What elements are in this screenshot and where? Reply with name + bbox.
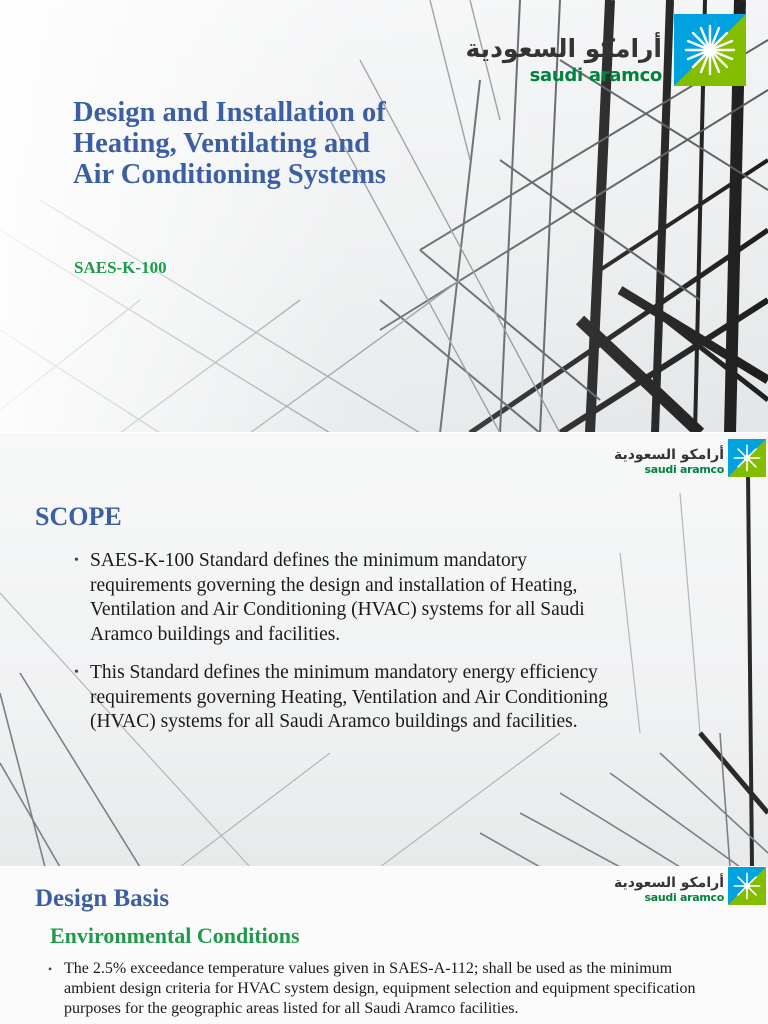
logo-english-text: saudi aramco: [644, 891, 724, 904]
scope-slide: [0, 433, 768, 867]
saudi-aramco-logo: [465, 14, 746, 88]
bullet-list: [48, 959, 698, 1019]
logo-arabic-text: أرامكو السعودية: [613, 447, 724, 463]
standard-code: SAES-K-100: [74, 258, 167, 277]
bullet-text: The 2.5% exceedance temperature values given in SAES-A-112; shall be used as the minimum ambient design criteria for HVAC system design, equipment selection and equipment specification purposes for the geographic areas listed for all Saudi Aramco facilities.: [64, 960, 696, 1017]
bullet-text: This Standard defines the minimum mandatory energy efficiency requirements governing Heating, Ventilation and Air Conditioning (HVAC) systems for all Saudi Aramco buildings and facilities.: [90, 662, 608, 732]
bullet-icon: •: [74, 665, 79, 680]
logo-arabic-text: أرامكو السعودية: [465, 34, 662, 63]
saudi-aramco-logo: [600, 439, 766, 477]
list-item: [48, 959, 698, 1019]
aramco-star-icon: [674, 14, 746, 86]
list-item: [72, 661, 617, 735]
logo-english-text: saudi aramco: [529, 65, 662, 86]
aramco-star-icon: [728, 867, 766, 905]
logo-arabic-text: أرامكو السعودية: [613, 875, 724, 891]
presentation-title: Design and Installation of Heating, Ventilating and Air Conditioning Systems: [73, 97, 387, 190]
slide-title: Design Basis: [35, 885, 170, 912]
bullet-icon: •: [74, 553, 79, 568]
title-slide: [0, 0, 768, 433]
bullet-list: [72, 549, 617, 749]
aramco-star-icon: [728, 439, 766, 477]
logo-english-text: saudi aramco: [644, 463, 724, 476]
section-subtitle: Environmental Conditions: [50, 923, 300, 948]
list-item: [72, 549, 617, 647]
saudi-aramco-logo: [600, 867, 766, 905]
bullet-icon: •: [48, 962, 53, 976]
slide-title: SCOPE: [35, 502, 122, 531]
bullet-text: SAES-K-100 Standard defines the minimum mandatory requirements governing the design and installation of Heating, Ventilation and Air Conditioning (HVAC) systems for all Saudi Aramco buildings and facilities.: [90, 550, 585, 645]
design-basis-slide: [0, 867, 768, 1024]
